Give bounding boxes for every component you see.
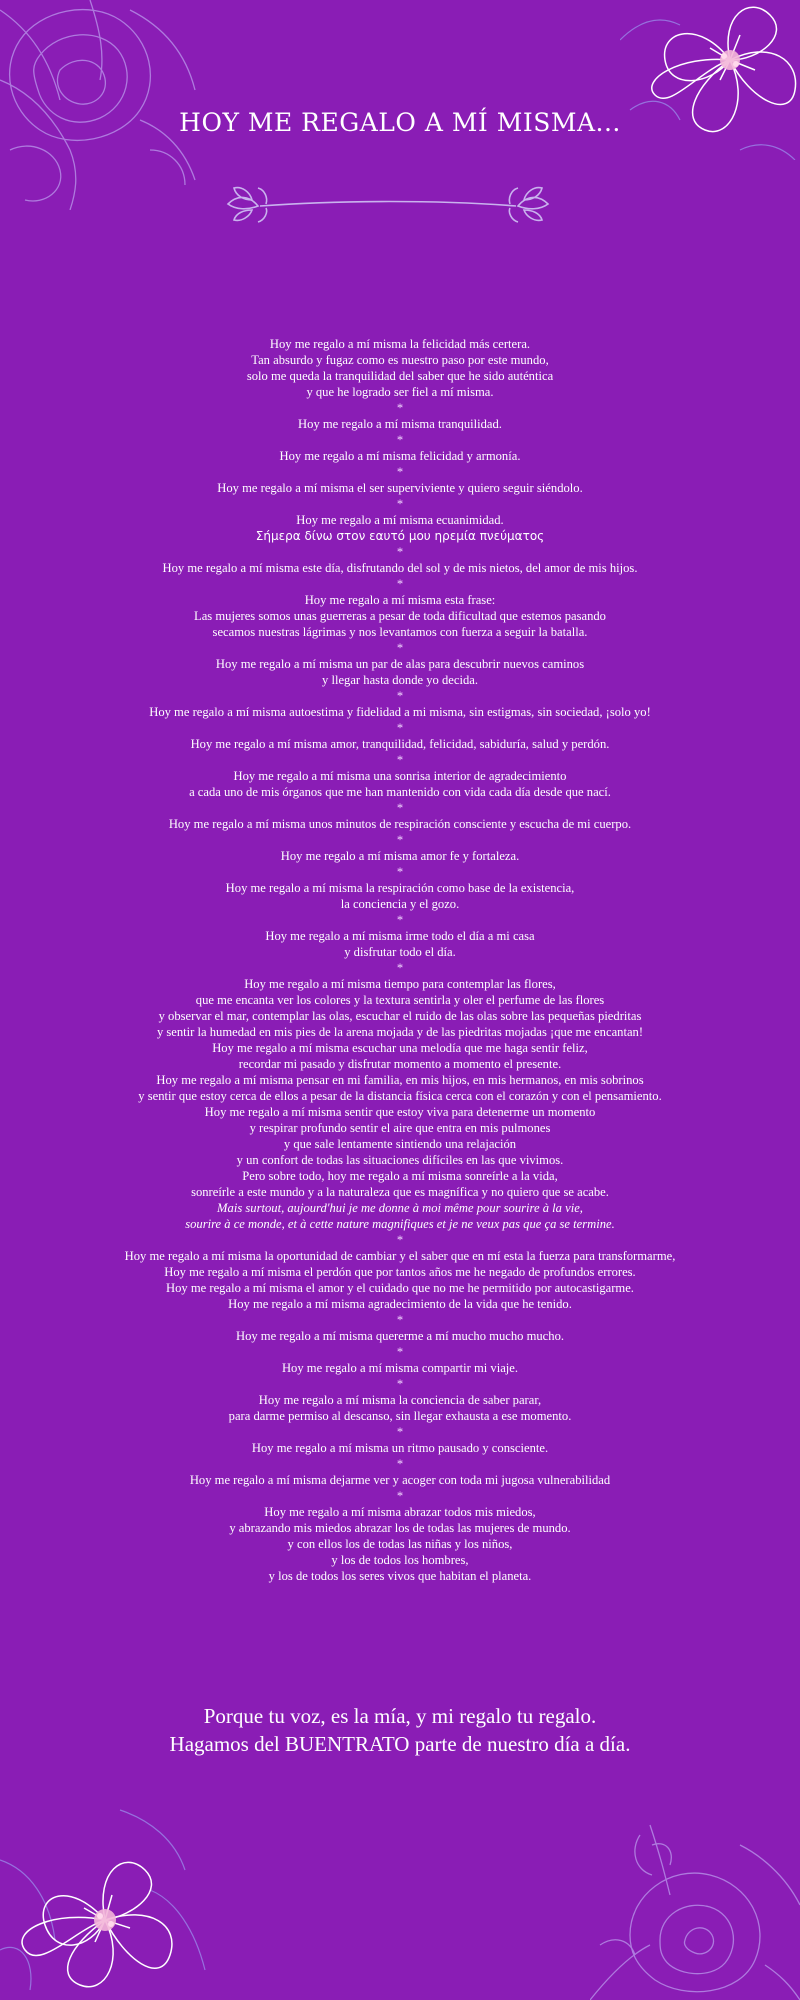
poem-line: Hoy me regalo a mí misma amor, tranquilidad, felicidad, sabiduría, salud y perdón.: [190, 737, 610, 751]
separator-asterisk: *: [396, 433, 404, 447]
separator-asterisk: *: [396, 465, 404, 479]
poem-line: y respirar profundo sentir el aire que entra en mis pulmones: [249, 1121, 551, 1135]
poem-line: y abrazando mis miedos abrazar los de todas las mujeres de mundo.: [229, 1521, 571, 1535]
poem-line: Hoy me regalo a mí misma la oportunidad de cambiar y el saber que en mí esta la fuerza para transformarme,: [124, 1249, 676, 1263]
flower-outline-icon: [0, 0, 200, 210]
separator-asterisk: *: [396, 689, 404, 703]
poem-line: Hoy me regalo a mí misma un ritmo pausado y consciente.: [251, 1441, 549, 1455]
poem-line: Hoy me regalo a mí misma una sonrisa interior de agradecimiento: [233, 769, 567, 783]
separator-asterisk: *: [396, 545, 404, 559]
poem-line: Hoy me regalo a mí misma felicidad y armonía.: [279, 449, 521, 463]
poem-line: Hoy me regalo a mí misma dejarme ver y acoger con toda mi jugosa vulnerabilidad: [189, 1473, 611, 1487]
separator-asterisk: *: [396, 1313, 404, 1327]
closing-line: Porque tu voz, es la mía, y mi regalo tu regalo.: [203, 1704, 597, 1728]
poem-line: y los de todos los hombres,: [331, 1553, 469, 1567]
separator-asterisk: *: [396, 961, 404, 975]
page-title: HOY ME REGALO A MÍ MISMA...: [179, 108, 621, 137]
poem-line: la conciencia y el gozo.: [340, 897, 460, 911]
poem-line: Hoy me regalo a mí misma el amor y el cuidado que no me he permitido por autocastigarme.: [166, 1281, 634, 1295]
poem-line: Hoy me regalo a mí misma quererme a mí mucho mucho mucho.: [235, 1329, 565, 1343]
separator-asterisk: *: [396, 865, 404, 879]
poem-line: Hoy me regalo a mí misma agradecimiento de la vida que he tenido.: [228, 1297, 572, 1311]
poem-line: Hoy me regalo a mí misma esta frase:: [304, 593, 496, 607]
closing-line: Hagamos del BUENTRATO parte de nuestro día a día.: [169, 1732, 631, 1756]
poem-line: que me encanta ver los colores y la textura sentirla y oler el perfume de las flores: [195, 993, 605, 1007]
separator-asterisk: *: [396, 1489, 404, 1503]
leaf-divider-icon: [220, 180, 556, 228]
poem-line: Hoy me regalo a mí misma este día, disfrutando del sol y de mis nietos, del amor de mis hijos.: [162, 561, 638, 575]
poem-line: Hoy me regalo a mí misma compartir mi viaje.: [281, 1361, 519, 1375]
poem-line: sonreírle a este mundo y a la naturaleza que es magnífica y no quiero que se acabe.: [191, 1185, 609, 1199]
poem-line: Hoy me regalo a mí misma abrazar todos mis miedos,: [264, 1505, 536, 1519]
poem-line: Hoy me regalo a mí misma la respiración como base de la existencia,: [225, 881, 575, 895]
separator-asterisk: *: [396, 1377, 404, 1391]
flower-outline-icon: [590, 1815, 800, 2000]
poem-line: para darme permiso al descanso, sin llegar exhausta a ese momento.: [228, 1409, 572, 1423]
poem-line: Pero sobre todo, hoy me regalo a mí misma sonreírle a la vida,: [242, 1169, 558, 1183]
poem-line: sourire à ce monde, et à cette nature magnifiques et je ne veux pas que ça se termine.: [185, 1217, 615, 1231]
separator-asterisk: *: [396, 721, 404, 735]
poem-line: recordar mi pasado y disfrutar momento a momento el presente.: [238, 1057, 562, 1071]
poem-line: Hoy me regalo a mí misma unos minutos de respiración consciente y escucha de mi cuerpo.: [168, 817, 632, 831]
separator-asterisk: *: [396, 1425, 404, 1439]
poem-line: Hoy me regalo a mí misma irme todo el día a mi casa: [265, 929, 535, 943]
poem-line: Hoy me regalo a mí misma el ser superviviente y quiero seguir siéndolo.: [217, 481, 583, 495]
poem-line: y un confort de todas las situaciones difíciles en las que vivimos.: [236, 1153, 564, 1167]
poem-body: [0, 336, 800, 1584]
separator-asterisk: *: [396, 401, 404, 415]
poem-line: Hoy me regalo a mí misma amor fe y fortaleza.: [280, 849, 520, 863]
poem-line: Tan absurdo y fugaz como es nuestro paso por este mundo,: [251, 353, 549, 367]
separator-asterisk: *: [396, 753, 404, 767]
poem-line: Hoy me regalo a mí misma autoestima y fidelidad a mi misma, sin estigmas, sin sociedad, ¡solo yo!: [149, 705, 651, 719]
poem-line: Hoy me regalo a mí misma sentir que estoy viva para detenerme un momento: [204, 1105, 596, 1119]
poem-line: y los de todos los seres vivos que habitan el planeta.: [268, 1569, 532, 1583]
poem-line: Hoy me regalo a mí misma la felicidad más certera.: [269, 337, 531, 351]
separator-asterisk: *: [396, 1233, 404, 1247]
closing-message: [0, 1702, 800, 1758]
poem-line: Hoy me regalo a mí misma escuchar una melodía que me haga sentir feliz,: [212, 1041, 588, 1055]
poem-line: secamos nuestras lágrimas y nos levantamos con fuerza a seguir la batalla.: [212, 625, 588, 639]
poem-line: Hoy me regalo a mí misma la conciencia de saber parar,: [258, 1393, 542, 1407]
poem-line: Hoy me regalo a mí misma tranquilidad.: [298, 417, 502, 431]
poem-line: solo me queda la tranquilidad del saber que he sido auténtica: [246, 369, 554, 383]
poem-line: Mais surtout, aujourd'hui je me donne à moi même pour sourire à la vie,: [217, 1201, 583, 1215]
poem-line: y disfrutar todo el día.: [344, 945, 456, 959]
separator-asterisk: *: [396, 833, 404, 847]
poem-line: y observar el mar, contemplar las olas, escuchar el ruido de las olas sobre las pequeñas piedritas: [158, 1009, 642, 1023]
poem-line: Hoy me regalo a mí misma pensar en mi familia, en mis hijos, en mis hermanos, en mis sobrinos: [156, 1073, 644, 1087]
poem-line: y que sale lentamente sintiendo una relajación: [283, 1137, 517, 1151]
poem-line: Hoy me regalo a mí misma el perdón que por tantos años me he negado de profundos errores.: [164, 1265, 636, 1279]
poem-line: Hoy me regalo a mí misma ecuanimidad.: [296, 513, 504, 527]
poem-line: Σήμερα δίνω στον εαυτό μου ηρεμία πνεύματος: [255, 529, 545, 543]
poem-line: y con ellos los de todas las niñas y los niños,: [287, 1537, 513, 1551]
poem-line: y sentir que estoy cerca de ellos a pesar de la distancia física cerca con el corazón y con el pensamiento.: [138, 1089, 662, 1103]
separator-asterisk: *: [396, 641, 404, 655]
separator-asterisk: *: [396, 913, 404, 927]
poem-line: y que he logrado ser fiel a mí misma.: [306, 385, 494, 399]
separator-asterisk: *: [396, 577, 404, 591]
poem-line: y sentir la humedad en mis pies de la arena mojada y de las piedritas mojadas ¡que me encantan!: [156, 1025, 644, 1039]
poem-line: Hoy me regalo a mí misma un par de alas para descubrir nuevos caminos: [215, 657, 585, 671]
separator-asterisk: *: [396, 1345, 404, 1359]
separator-asterisk: *: [396, 801, 404, 815]
poem-line: Las mujeres somos unas guerreras a pesar de toda dificultad que estemos pasando: [194, 609, 606, 623]
poem-line: y llegar hasta donde yo decida.: [322, 673, 478, 687]
flower-white-icon: [0, 1800, 210, 2000]
separator-asterisk: *: [396, 1457, 404, 1471]
poem-line: Hoy me regalo a mí misma tiempo para contemplar las flores,: [244, 977, 556, 991]
poem-line: a cada uno de mis órganos que me han mantenido con vida cada día desde que nací.: [189, 785, 611, 799]
separator-asterisk: *: [396, 497, 404, 511]
